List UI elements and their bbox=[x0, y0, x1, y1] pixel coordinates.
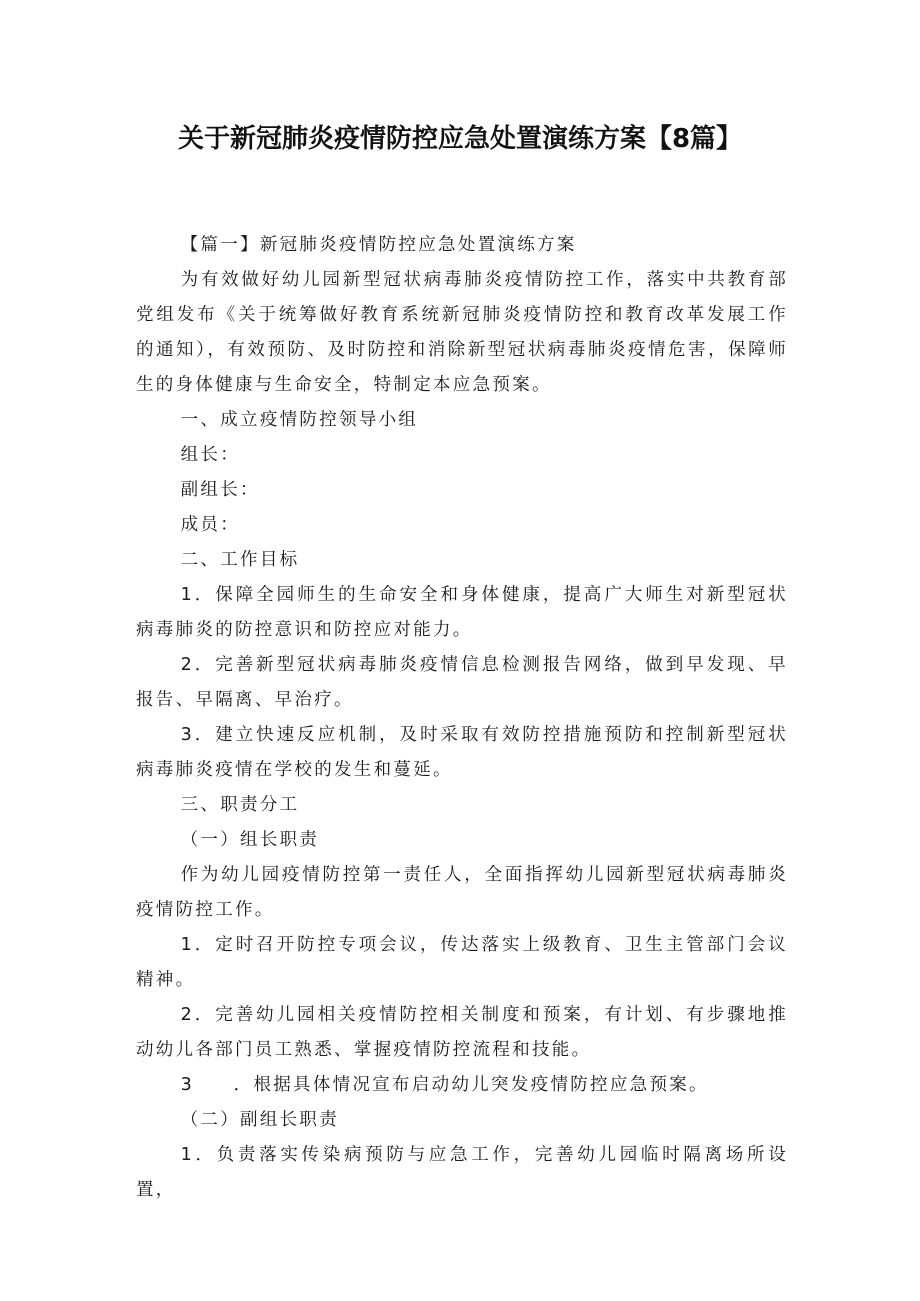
section-heading: 一、成立疫情防控领导小组 bbox=[180, 410, 419, 430]
paragraph: 为有效做好幼儿园新型冠状病毒肺炎疫情防控工作，落实中共教育部党组发布《关于统筹做好教育系统新冠肺炎疫情防控和教育改革发展工作的通知），有效预防、及时防控和消除新型冠状病毒肺炎疫情危害，保障师生的身体健康与生命安全，特制定本应急预案。 bbox=[136, 270, 788, 395]
document-body bbox=[136, 228, 788, 1208]
list-item: 1．负责落实传染病预防与应急工作，完善幼儿园临时隔离场所设置， bbox=[136, 1145, 788, 1200]
subsection-heading: （二）副组长职责 bbox=[180, 1110, 340, 1130]
document-title: 关于新冠肺炎疫情防控应急处置演练方案【8篇】 bbox=[177, 124, 743, 154]
list-item: 3 ．根据具体情况宣布启动幼儿突发疫情防控应急预案。 bbox=[180, 1075, 709, 1095]
list-item: 3．建立快速反应机制，及时采取有效防控措施预防和控制新型冠状病毒肺炎疫情在学校的发生和蔓延。 bbox=[136, 725, 788, 780]
section-heading: 三、职责分工 bbox=[180, 795, 300, 815]
paragraph: 作为幼儿园疫情防控第一责任人，全面指挥幼儿园新型冠状病毒肺炎疫情防控工作。 bbox=[136, 865, 788, 920]
subsection-heading: （一）组长职责 bbox=[180, 830, 320, 850]
chapter-heading: 【篇一】新冠肺炎疫情防控应急处置演练方案 bbox=[180, 235, 577, 255]
list-item: 2．完善幼儿园相关疫情防控相关制度和预案，有计划、有步骤地推动幼儿各部门员工熟悉、掌握疫情防控流程和技能。 bbox=[136, 1005, 788, 1060]
list-item: 2．完善新型冠状病毒肺炎疫情信息检测报告网络，做到早发现、早报告、早隔离、早治疗。 bbox=[136, 655, 788, 710]
paragraph: 组长： bbox=[180, 445, 241, 465]
paragraph: 副组长： bbox=[180, 480, 260, 500]
list-item: 1．定时召开防控专项会议，传达落实上级教育、卫生主管部门会议精神。 bbox=[136, 935, 788, 990]
paragraph: 成员： bbox=[180, 515, 241, 535]
section-heading: 二、工作目标 bbox=[180, 550, 300, 570]
list-item: 1．保障全园师生的生命安全和身体健康，提高广大师生对新型冠状病毒肺炎的防控意识和防控应对能力。 bbox=[136, 585, 788, 640]
